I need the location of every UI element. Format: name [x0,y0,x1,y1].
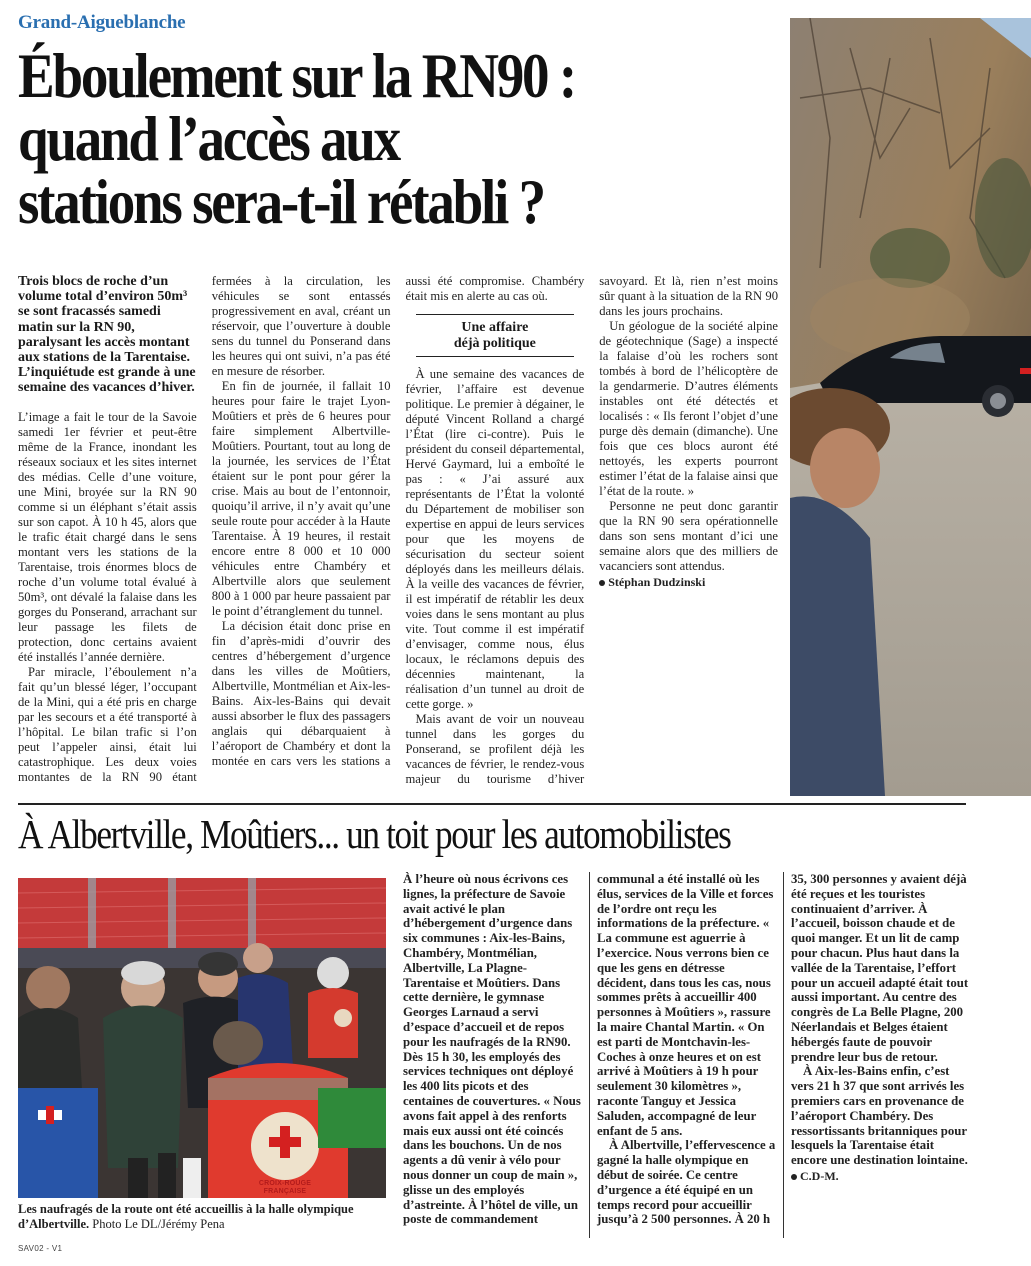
photo-illustration [18,878,386,1198]
bullet-icon [791,1174,797,1180]
byline [791,1169,970,1184]
headline-line: stations sera-t-il rétabli ? [18,166,544,237]
article-body [18,274,778,796]
red-cross-badge-text: CROIX-ROUGE FRANÇAISE [258,1180,312,1195]
photo-credit: Photo Le DL/Jérémy Pena [92,1217,225,1231]
caption-text: Les naufragés de la route ont été accueillis à la halle olympique d’Albertville. [18,1202,354,1231]
byline-author: Stéphan Dudzinski [608,575,706,589]
article-paragraph: À une semaine des vacances de février, l’affaire est devenue politique. Le premier à dégainer, le député Vincent Rolland a chargé l’État (lire ci-contre). Puis le président du conseil départemental, Hervé Gaymard, lui a emboîté le pas : « J’ai assuré aux représentants de l’État la volonté du Département de mobiliser son expertise en appui de leurs services pour que les moyens de sécurisation du secteur soient déployés dans les meilleurs délais. À la veille des vacances de février, il est impératif de rétablir les deux voies dans le sens montant au plus vite. Tout comme il est impératif d’envisager, comme nous, élus locaux, le réclamons depuis des décennies maintenant, la réalisation d’un tunnel au droit de cette gorge. » [405,367,585,711]
intertitle-line: Une affaire [461,320,529,335]
article-paragraph: Un géologue de la société alpine de géotechnique (Sage) a inspecté la falaise d’où les rochers sont tombés à bord de l’hélicoptère de la gendarmerie. D’autres éléments instables ont été détectés et localisés : « Ils feront l’objet d’une purge dès demain (dimanche). Une fois que ces blocs auront été nettoyés, les experts pourront estimer l’état de la falaise ainsi que l’état de la route. » [599,319,778,498]
rockfall-road-photo [790,18,1031,796]
section-kicker: Grand-Aigueblanche [18,12,186,33]
article-paragraph: À l’heure où nous écrivons ces lignes, la préfecture de Savoie avait activé le plan d’hébergement d’urgence dans six communes : Aix-les-Bains, Chambéry, Montmélian, Albertville, La Plagne-Tarentaise et Moûtiers. Dans cette dernière, le gymnase Georges Larnaud a servi d’espace d’accueil et de repos pour les naufragés de la RN90. Dès 15 h 30, les employés des services techniques ont déployé les 400 lits picots et des centaines de couvertures. « Nous avons fait appel à des renforts mais eux aussi ont été coincés dans les bouchons. Un de nos agents a dû venir à vélo pour nous donner un coup de main », glisse un des employés d’astreinte. À l’hôtel de ville, un poste de commandement communal a été installé où les élus, services de la Ville et forces de l’ordre ont reçu les informations de la préfecture. « La commune est aguerrie à l’exercice. Nous verrons bien ce que les gens en détresse décident, dans tous les cas, nous sommes prêts à accueillir 400 personnes à Moûtiers », rassure la maire Chantal Martin. « On est parti de Montchavin-les-Coches à onze heures et on est arrivé à Moûtiers à 19 h pour seulement 30 kilomètres », raconte Tanguy et Jessica Saluden, accompagné de leur enfant de 5 ans. [403,872,774,1227]
byline [599,575,778,590]
section-divider [18,803,966,805]
article-paragraph: Par miracle, l’éboulement n’a fait qu’un blessé léger, l’occupant de la Mini, qui a été pris en charge par les secours et a été transporté à l’hôpital. Le bilan trafic si l’on peut l’appeler ainsi, était lui catastrophique. Les deux voies montantes de la RN 90 étant fermées à la circulation, les véhicules se sont entassés progressivement en aval, créant un réservoir, que l’ouverture à double sens du tunnel du Ponserand dans les heures qui ont suivi, n’a pas été en mesure de résorber. [18,274,391,784]
article-paragraph: En fin de journée, il fallait 10 heures pour faire le trajet Lyon-Moûtiers et près de 6 heures pour faire simplement Albertville-Moûtiers. Pourtant, tout au long de la journée, les services de l’État étaient sur le pont pour gérer la crise. Mais au bout de l’entonnoir, quoiqu’il arrive, il n’y avait qu’une seule route pour accéder à la Haute Tarentaise. À 19 heures, il restait encore entre 8 000 et 10 000 véhicules entre Chambéry et Albertville alors que seulement 800 à 1 000 par heure passaient par le point d’étranglement du tunnel. [211,379,391,618]
bullet-icon [599,580,605,586]
article-paragraph: La décision était donc prise en fin d’après-midi d’ouvrir des centres d’hébergement d’urgence dans les villes de Moûtiers, Albertville, Montmélian et Aix-les-Bains. Aix-les-Bains qui devait aussi absorber le flux des passagers anglais qui débarquaient à l’aéroport de Chambéry et dont la montée en cars vers les stations a aussi été compromise. Chambéry était mis en alerte au cas où. [211,274,585,768]
secondary-headline: À Albertville, Moûtiers... un toit pour les automobilistes [18,811,731,857]
photo-illustration [790,18,1031,796]
article-paragraph: À Albertville, l’effervescence a gagné la halle olympique en début de soirée. Ce centre d’urgence a été équipé en un temps record pour accueillir jusqu’à 2 500 personnes. À 20 h 35, 300 personnes y avaient déjà été reçues et les touristes continuaient d’arriver. À l’accueil, boisson chaude et de quoi manger. Et un lit de camp pour chacun. Plus haut dans la vallée de la Tarentaise, l’effort pour un accueil adapté était tout aussi important. Au centre des congrès de La Belle Plagne, 200 Néerlandais et Belges étaient hébergés faute de pouvoir prendre leur bus de retour. [597,872,969,1227]
reception-hall-photo [18,878,386,1198]
headline-line: Éboulement sur la RN90 : [18,40,575,111]
intertitle [416,314,575,357]
intertitle-line: déjà politique [453,336,536,351]
headline-line: quand l’accès aux [18,103,399,174]
byline-author: C.D-M. [800,1168,839,1183]
article-lead: Trois blocs de roche d’un volume total d’environ 50m³ se sont fracassés samedi matin sur la RN 90, paralysant les accès montant aux stations de la Tarentaise. L’inquiétude est grande à une semaine des vacances d’hiver. [18,274,196,396]
article2-body [403,872,970,1238]
main-headline [18,40,672,237]
page-folio: SAV02 - V1 [18,1244,63,1253]
photo-caption [18,1202,388,1232]
article-paragraph: Mais avant de voir un nouveau tunnel dans les gorges du Ponserand, se profilent déjà les vacances de février, le rendez-vous majeur du tourisme d’hiver savoyard. Et là, rien n’est moins sûr quant à la situation de la RN 90 dans les jours prochains. [405,274,778,786]
article-paragraph: L’image a fait le tour de la Savoie samedi 1er février et peut-être même de la France, inondant les réseaux sociaux et les sites internet des médias. Celle d’une voiture, une Mini, broyée sur la RN 90 comme si un éléphant s’était assis sur son capot. À 10 h 45, alors que le trafic était chargé dans le sens montant vers les stations de la Tarentaise, trois énormes blocs de roche d’un volume total évalué à 50m³, ont dévalé la falaise dans les gorges du Ponserand, arrachant sur leur passage les filets de protection, donc certains avaient été installés l’année dernière. [18,409,197,664]
article-paragraph: Personne ne peut donc garantir que la RN 90 sera opérationnelle dans son sens montant d’ici une semaine alors que des milliers de vacanciers sont attendus. [599,499,778,573]
article-paragraph: À Aix-les-Bains enfin, c’est vers 21 h 37 que sont arrivés les premiers cars en provenance de l’aéroport Chambéry. Des ressortissants britanniques pour lesquels la Tarentaise était encore une destination lointaine. [791,1064,968,1168]
